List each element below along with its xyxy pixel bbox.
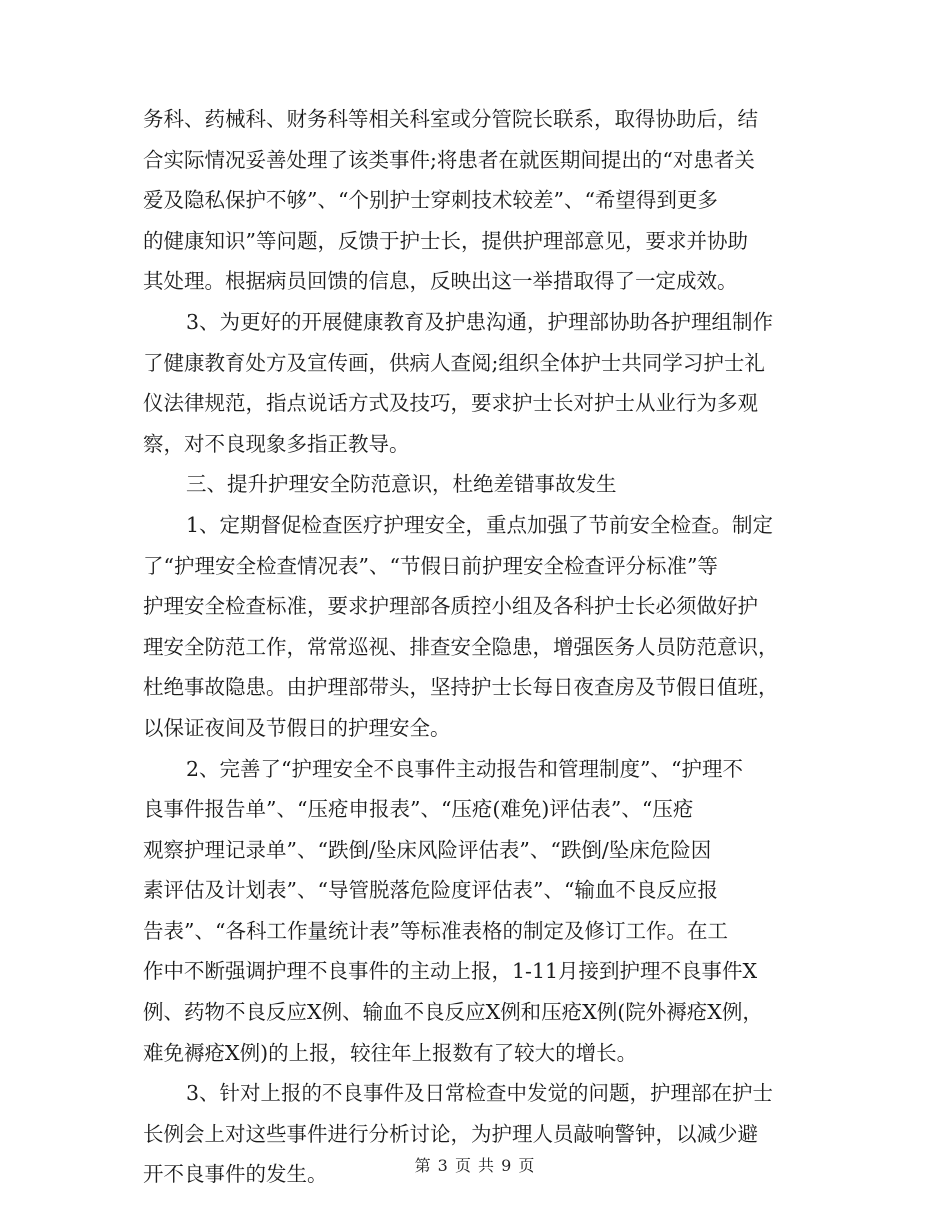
text-line: 例、药物不良反应X例、输血不良反应X例和压疮X例(院外褥疮X例， [143, 1000, 763, 1025]
text-line: 务科、药械科、财务科等相关科室或分管院长联系，取得协助后，结 [143, 107, 758, 131]
text-line: 3、为更好的开展健康教育及护患沟通，护理部协助各护理组制作 [186, 309, 774, 334]
text-line: 护理安全检查标准，要求护理部各质控小组及各科护士长必须做好护 [143, 594, 758, 619]
text-line: 素评估及计划表”、“导管脱落危险度评估表”、“输血不良反应报 [143, 878, 718, 903]
text-line: 长例会上对这些事件进行分析讨论，为护理人员敲响警钟，以减少避 [143, 1121, 758, 1146]
text-line: 以保证夜间及节假日的护理安全。 [143, 715, 451, 740]
text-line: 理安全防范工作，常常巡视、排查安全隐患，增强医务人员防范意识， [143, 634, 779, 659]
text-line: 了健康教育处方及宣传画，供病人查阅;组织全体护士共同学习护士礼 [143, 350, 765, 375]
text-line: 其处理。根据病员回馈的信息，反映出这一举措取得了一定成效。 [143, 269, 738, 294]
text-line: 察，对不良现象多指正教导。 [143, 431, 410, 456]
text-line: 观察护理记录单”、“跌倒/坠床风险评估表”、“跌倒/坠床危险因 [143, 837, 712, 862]
text-line: 良事件报告单”、“压疮申报表”、“压疮(难免)评估表”、“压疮 [143, 797, 694, 822]
text-line: 开不良事件的发生。 [143, 1162, 328, 1187]
text-line: 合实际情况妥善处理了该类事件;将患者在就医期间提出的“对患者关 [143, 147, 755, 172]
text-line: 仪法律规范，指点说话方式及技巧，要求护士长对护士从业行为多观 [143, 391, 758, 416]
document-body [143, 99, 807, 1195]
text-line: 的健康知识”等问题，反馈于护士长，提供护理部意见，要求并协助 [143, 228, 748, 253]
text-line: 难免褥疮X例)的上报，较往年上报数有了较大的增长。 [143, 1040, 638, 1065]
text-line: 杜绝事故隐患。由护理部带头，坚持护士长每日夜查房及节假日值班， [143, 675, 779, 700]
text-line: 三、提升护理安全防范意识，杜绝差错事故发生 [186, 472, 617, 497]
page-footer: 第 3 页 共 9 页 [414, 1156, 536, 1175]
text-line: 作中不断强调护理不良事件的主动上报，1-11月接到护理不良事件X [143, 959, 758, 984]
text-line: 2、完善了“护理安全不良事件主动报告和管理制度”、“护理不 [186, 756, 743, 781]
text-line: 告表”、“各科工作量统计表”等标准表格的制定及修订工作。在工 [143, 918, 728, 943]
text-line: 了“护理安全检查情况表”、“节假日前护理安全检查评分标准”等 [143, 553, 718, 578]
text-line: 1、定期督促检查医疗护理安全，重点加强了节前安全检查。制定 [186, 512, 774, 537]
text-line: 爱及隐私保护不够”、“个别护士穿刺技术较差”、“希望得到更多 [143, 188, 718, 213]
text-line: 3、针对上报的不良事件及日常检查中发觉的问题，护理部在护士 [186, 1081, 774, 1106]
